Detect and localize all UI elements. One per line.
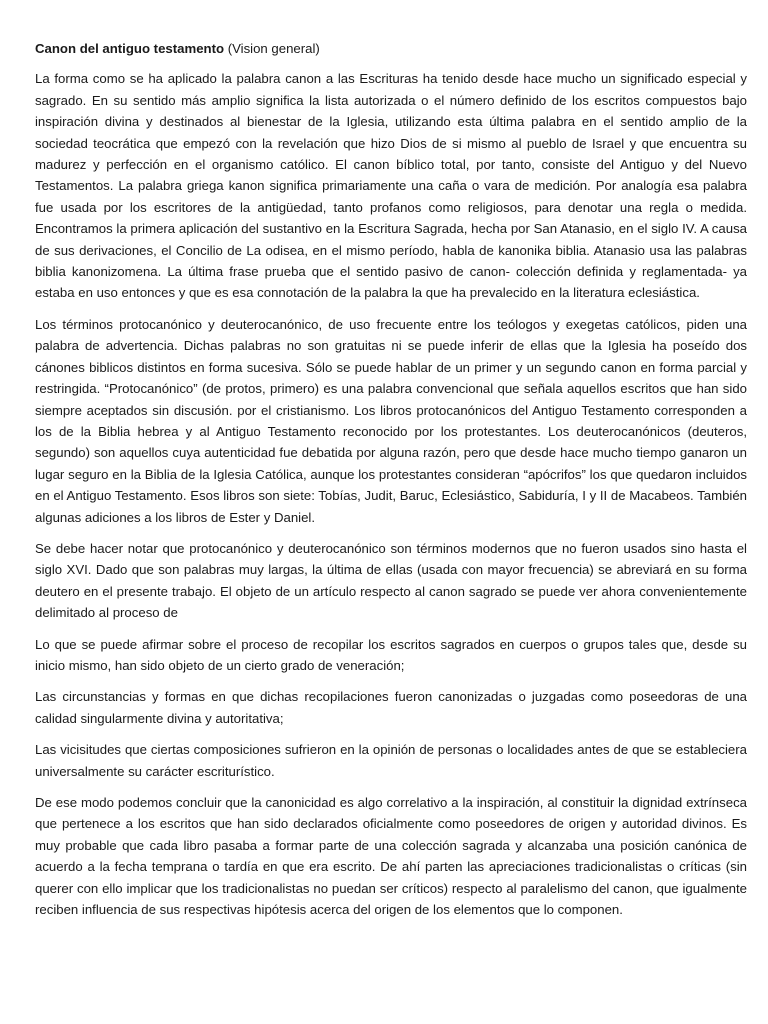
paragraph-proceso-recopilar: Lo que se puede afirmar sobre el proceso de recopilar los escritos sagrados en cuerpos o grupos tales que, desde su inicio mismo, han sido objeto de un cierto grado de veneración; xyxy=(35,636,747,673)
paragraph-circunstancias: Las circunstancias y formas en que dichas recopilaciones fueron canonizadas o juzgadas como poseedoras de una calidad singularmente divina y autoritativa; xyxy=(35,689,747,726)
document-title: Canon del antiguo testamento xyxy=(35,41,225,56)
paragraph-vicisitudes: Las vicisitudes que ciertas composiciones sufrieron en la opinión de personas o localidades antes de que se estableciera universalmente su carácter escriturístico. xyxy=(35,742,747,779)
paragraph-conclusion: De ese modo podemos concluir que la canonicidad es algo correlativo a la inspiración, al constituir la dignidad extrínseca que pertenece a los escritos que han sido declarados oficialmente como poseedores de origen y autoridad divinos. Es muy probable que cada libro pasaba a formar parte de una colección sagrada y alcanzaba una posición canónica de acuerdo a la fecha temprana o tardía en que era escrito. De ahí parten las apreciaciones tradicionalistas o críticas (sin querer con ello implicar que los tradicionalistas no puedan ser críticos) respecto al paralelismo del canon, que igualmente reciben influencia de sus respectivas hipótesis acerca del origen de los elementos que lo componen. xyxy=(35,795,747,918)
paragraph-protocanonico-deuterocanonico: Los términos protocanónico y deuterocanónico, de uso frecuente entre los teólogos y exegetas católicos, piden una palabra de advertencia. Dichas palabras no son gratuitas ni se puede inferir de ellas que la Iglesia ha poseído dos cánones biblicos distintos en forma sucesiva. Sólo se puede hablar de un primer y un segundo canon en forma parcial y restringida. “Protocanónico” (de protos, primero) es una palabra convencional que señala aquellos escritos que han sido siempre aceptados sin discusión. por el cristianismo. Los libros protocanónicos del Antiguo Testamento corresponden a los de la Biblia hebrea y al Antiguo Testamento reconocido por los protestantes. Los deuterocanónicos (deuteros, segundo) son aquellos cuya autenticidad fue debatida por alguna razón, pero que desde hace mucho tiempo ganaron un lugar seguro en la Biblia de la Iglesia Católica, aunque los protestantes consideran “apócrifos” los que quedaron incluidos en el Antiguo Testamento. Esos libros son siete: Tobías, Judit, Baruc, Eclesiástico, Sabiduría, I y II de Macabeos. También algunas adiciones a los libros de Ester y Daniel. xyxy=(35,316,747,525)
paragraph-terminos-modernos: Se debe hacer notar que protocanónico y deuterocanónico son términos modernos que no fueron usados sino hasta el siglo XVI. Dado que son palabras muy largas, la última de ellas (usada con mayor frecuencia) se abreviará en su forma deutero en el presente trabajo. El objeto de un artículo respecto al canon sagrado se puede ver ahora convenientemente delimitado al proceso de xyxy=(35,540,747,621)
paragraph-canon-definition: La forma como se ha aplicado la palabra canon a las Escrituras ha tenido desde hace mucho un significado especial y sagrado. En su sentido más amplio significa la lista autorizada o el número definido de los escritos compuestos bajo inspiración divina y destinados al bienestar de la Iglesia, utilizando esta última palabra en el sentido amplio de la sociedad teocrática que empezó con la revelación que hizo Dios de si mismo al pueblo de Israel y que encuentra su madurez y perfección en el organismo católico. El canon bíblico total, por tanto, consiste del Antiguo y del Nuevo Testamentos. La palabra griega kanon significa primariamente una caña o vara de medición. Por analogía esa palabra fue usada por los escritores de la antigüedad, tanto profanos como religiosos, para denotar una regla o medida. Encontramos la primera aplicación del sustantivo en la Escritura Sagrada, hecha por San Atanasio, en el siglo IV. A causa de sus derivaciones, el Concilio de La odisea, en el mismo período, habla de kanonika biblia. Atanasio usa las palabras biblia kanonizomena. La última frase prueba que el sentido pasivo de canon- colección definida y reglamentada- ya estaba en uso entonces y que es esa connotación de la palabra la que ha prevalecido en la literatura eclesiástica. xyxy=(35,71,747,301)
document-title-line xyxy=(35,38,747,59)
document-title-suffix: (Vision general) xyxy=(224,41,320,56)
